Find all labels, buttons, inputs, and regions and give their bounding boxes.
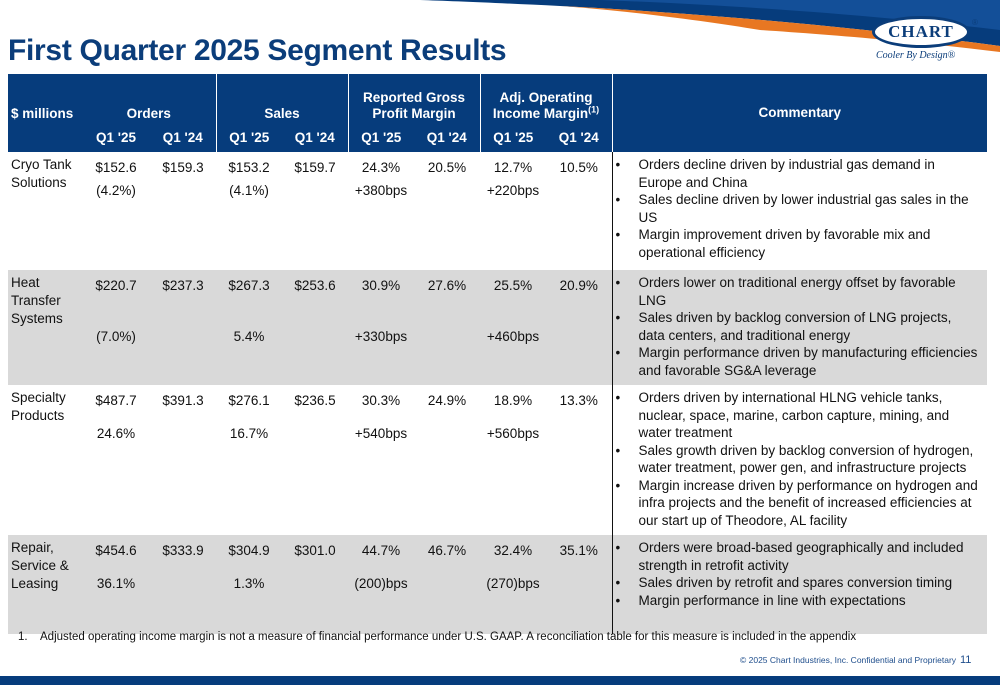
gm-q124: 20.5% [427, 160, 467, 175]
aom-q124: 20.9% [559, 278, 598, 293]
commentary-item: • Sales decline driven by lower industrial gas sales in the US [613, 191, 982, 226]
aom-q124: 10.5% [559, 160, 598, 175]
aom-q125: 32.4% [493, 543, 533, 558]
aom-q125: 12.7% [493, 160, 533, 175]
commentary-item: • Orders decline driven by industrial gas demand in Europe and China [613, 156, 982, 191]
segment-name [8, 270, 82, 385]
commentary-item: • Sales driven by backlog conversion of LNG projects, data centers, and traditional energy [613, 309, 982, 344]
subheader-blank [8, 122, 82, 152]
sales-change: 1.3% [233, 576, 265, 591]
header-orders: Orders [82, 74, 216, 122]
gm-q124: 46.7% [427, 543, 467, 558]
orders-q124-cell [150, 535, 216, 634]
sales-q124-cell [282, 270, 348, 385]
segment-name-line1: Heat [11, 275, 40, 290]
subheader-orders-q125: Q1 '25 [82, 122, 150, 152]
commentary-item: • Orders lower on traditional energy offset by favorable LNG [613, 274, 982, 309]
subheader-gm-q124: Q1 '24 [414, 122, 480, 152]
segment-name [8, 385, 82, 535]
logo-wordmark: CHART [888, 22, 954, 41]
gm-q124: 27.6% [427, 278, 467, 293]
commentary-item: • Margin increase driven by performance on hydrogen and infra projects and the benefit of increased efficiencies at our start up of Theodore, AL facility [613, 477, 982, 530]
aom-change: +460bps [486, 329, 540, 344]
header-units: $ millions [8, 74, 82, 122]
footnote-number: 1. [18, 631, 28, 643]
footer-bar [0, 676, 1000, 685]
aom-q124-cell [546, 385, 612, 535]
commentary-cell [612, 270, 987, 385]
subheader-aom-q125: Q1 '25 [480, 122, 546, 152]
sales-q125-cell [216, 535, 282, 634]
orders-change: (7.0%) [96, 329, 136, 344]
sales-q125-cell [216, 385, 282, 535]
sales-q124: $159.7 [294, 160, 336, 175]
segment-name-line2: Solutions [11, 175, 67, 190]
commentary-list [613, 156, 982, 261]
gm-q125: 44.7% [361, 543, 401, 558]
orders-change: 36.1% [96, 576, 136, 591]
orders-q125-cell [82, 535, 150, 634]
aom-q124-cell [546, 152, 612, 270]
gm-q125-cell [348, 535, 414, 634]
commentary-cell [612, 152, 987, 270]
orders-q125: $487.7 [95, 393, 137, 408]
segment-name-line3: Leasing [11, 576, 59, 591]
sales-change: (4.1%) [229, 183, 269, 198]
aom-change: +560bps [486, 426, 540, 441]
sales-q124: $301.0 [294, 543, 336, 558]
gm-q125: 30.3% [361, 393, 401, 408]
header-adj-margin-line1: Adj. Operating [499, 90, 593, 105]
table-header-row [8, 74, 987, 122]
orders-q125-cell [82, 385, 150, 535]
commentary-item: • Margin performance in line with expectations [613, 592, 982, 610]
gm-q125: 24.3% [361, 160, 401, 175]
header-adj-margin-line2: Income Margin [492, 106, 589, 121]
orders-q124: $391.3 [162, 393, 204, 408]
orders-change: 24.6% [96, 426, 136, 441]
aom-q125-cell [480, 535, 546, 634]
orders-q125-cell [82, 270, 150, 385]
commentary-item: • Orders were broad-based geographically and included strength in retrofit activity [613, 539, 982, 574]
commentary-cell [612, 535, 987, 634]
header-adj-margin [480, 74, 612, 122]
sales-q124-cell [282, 535, 348, 634]
sales-q124-cell [282, 152, 348, 270]
commentary-item: • Margin improvement driven by favorable mix and operational efficiency [613, 226, 982, 261]
header-sales: Sales [216, 74, 348, 122]
segment-name-line2: Service & [11, 558, 69, 573]
gm-q124-cell [414, 535, 480, 634]
commentary-item: • Margin performance driven by manufacturing efficiencies and favorable SG&A leverage [613, 344, 982, 379]
page-number: 11 [960, 654, 972, 666]
logo-oval [872, 16, 970, 48]
sales-q124: $236.5 [294, 393, 336, 408]
sales-q125: $304.9 [228, 543, 270, 558]
commentary-item: • Sales driven by retrofit and spares conversion timing [613, 574, 982, 592]
sales-q124-cell [282, 385, 348, 535]
aom-q125-cell [480, 270, 546, 385]
gm-q125: 30.9% [361, 278, 401, 293]
logo-registered-mark: ® [972, 18, 978, 27]
orders-q124: $333.9 [162, 543, 204, 558]
commentary-cell [612, 385, 987, 535]
gm-q124-cell [414, 152, 480, 270]
header-gross-margin-line2: Profit Margin [372, 106, 456, 121]
aom-q124: 35.1% [559, 543, 598, 558]
segment-results-table [8, 74, 987, 634]
segment-name-line2: Transfer [11, 293, 61, 308]
header-commentary: Commentary [612, 74, 987, 152]
aom-q125: 18.9% [493, 393, 533, 408]
sales-q125: $153.2 [228, 160, 270, 175]
aom-change: +220bps [486, 183, 540, 198]
sales-q125: $267.3 [228, 278, 270, 293]
gm-change: +540bps [354, 426, 408, 441]
gm-q125-cell [348, 152, 414, 270]
table-row [8, 535, 987, 634]
segment-name [8, 152, 82, 270]
header-gross-margin-line1: Reported Gross [362, 90, 466, 105]
gm-change: +330bps [354, 329, 408, 344]
table-row [8, 270, 987, 385]
gm-q124: 24.9% [427, 393, 467, 408]
subheader-sales-q125: Q1 '25 [216, 122, 282, 152]
orders-q124-cell [150, 270, 216, 385]
sales-q125-cell [216, 270, 282, 385]
copyright-notice: © 2025 Chart Industries, Inc. Confidential and Proprietary [740, 655, 957, 665]
subheader-gm-q125: Q1 '25 [348, 122, 414, 152]
orders-q125-cell [82, 152, 150, 270]
orders-q124-cell [150, 385, 216, 535]
orders-q124: $237.3 [162, 278, 204, 293]
commentary-item: • Sales growth driven by backlog conversion of hydrogen, water treatment, power gen, and infrastructure projects [613, 442, 982, 477]
orders-q125: $220.7 [95, 278, 137, 293]
commentary-list [613, 389, 982, 529]
gm-change: (200)bps [354, 576, 408, 591]
logo-tagline: Cooler By Design® [876, 50, 956, 61]
table-row [8, 385, 987, 535]
gm-q124-cell [414, 385, 480, 535]
segment-name-line2: Products [11, 408, 65, 423]
aom-q125-cell [480, 152, 546, 270]
aom-change: (270)bps [486, 576, 540, 591]
orders-q124: $159.3 [162, 160, 204, 175]
sales-q125-cell [216, 152, 282, 270]
footnote [18, 631, 857, 643]
orders-q124-cell [150, 152, 216, 270]
segment-name-line1: Specialty [11, 390, 66, 405]
subheader-aom-q124: Q1 '24 [546, 122, 612, 152]
aom-q124-cell [546, 535, 612, 634]
header-adj-margin-footnote: (1) [588, 104, 600, 115]
gm-q124-cell [414, 270, 480, 385]
aom-q125: 25.5% [493, 278, 533, 293]
gm-q125-cell [348, 270, 414, 385]
sales-q124: $253.6 [294, 278, 336, 293]
gm-q125-cell [348, 385, 414, 535]
aom-q124: 13.3% [559, 393, 598, 408]
footnote-text: Adjusted operating income margin is not a measure of financial performance under U.S. GAAP. A reconciliation table for this measure is included in the appendix [40, 631, 857, 643]
table-row [8, 152, 987, 270]
gm-change: +380bps [354, 183, 408, 198]
aom-q124-cell [546, 270, 612, 385]
orders-change: (4.2%) [96, 183, 136, 198]
segment-name [8, 535, 82, 634]
header-gross-margin [348, 74, 480, 122]
commentary-list [613, 539, 982, 609]
commentary-list [613, 274, 982, 379]
subheader-sales-q124: Q1 '24 [282, 122, 348, 152]
sales-change: 16.7% [229, 426, 269, 441]
subheader-orders-q124: Q1 '24 [150, 122, 216, 152]
company-logo [868, 14, 988, 68]
aom-q125-cell [480, 385, 546, 535]
commentary-item: • Orders driven by international HLNG vehicle tanks, nuclear, space, marine, carbon capture, mining, and water treatment [613, 389, 982, 442]
sales-change: 5.4% [233, 329, 265, 344]
segment-name-line1: Cryo Tank [11, 157, 72, 172]
orders-q125: $152.6 [95, 160, 137, 175]
segment-name-line1: Repair, [11, 540, 54, 555]
orders-q125: $454.6 [95, 543, 137, 558]
sales-q125: $276.1 [228, 393, 270, 408]
page-title: First Quarter 2025 Segment Results [8, 34, 507, 67]
segment-name-line3: Systems [11, 311, 63, 326]
